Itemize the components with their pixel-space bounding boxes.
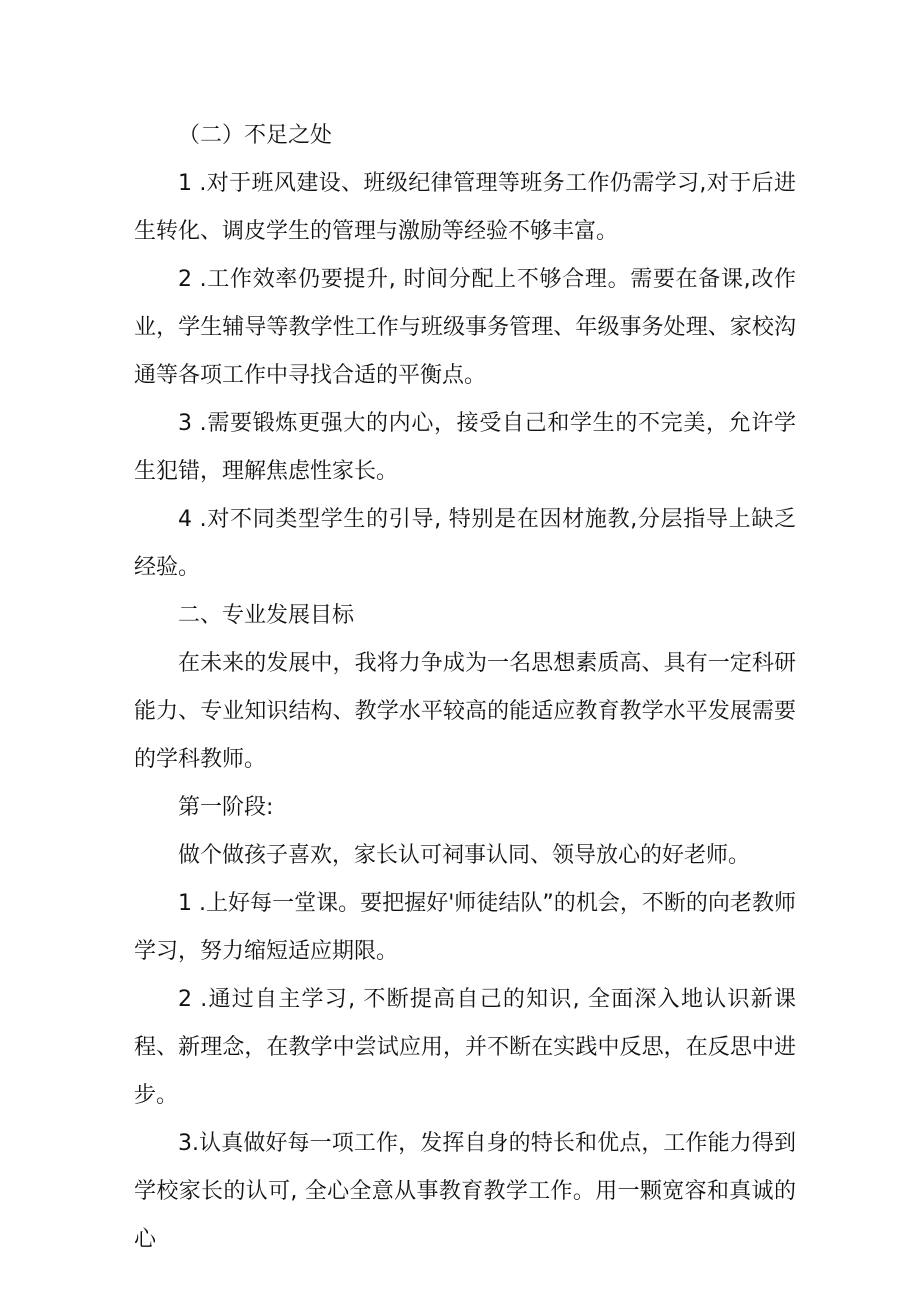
deficiency-item-4: 4 .对不同类型学生的引导, 特别是在因材施教,分层指导上缺乏经验。 (134, 507, 796, 580)
stage-one-label: 第一阶段: (178, 795, 274, 820)
deficiency-item-2: 2 .工作效率仍要提升, 时间分配上不够合理。需要在备课,改作业，学生辅导等教学性工作与班级事务管理、年级事务处理、家校沟通等各项工作中寻找合适的平衡点。 (134, 267, 796, 388)
deficiency-item-1: 1 .对于班风建设、班级纪律管理等班务工作仍需学习,对于后进生转化、调皮学生的管理与激励等经验不够丰富。 (134, 171, 796, 244)
stage-one-aim: 做个做孩子喜欢，家长认可祠事认同、领导放心的好老师。 (178, 843, 751, 868)
document-body (134, 112, 796, 1264)
goals-intro-paragraph: 在未来的发展中，我将力争成为一名思想素质高、具有一定科研能力、专业知识结构、教学水平较高的能适应教育教学水平发展需要的学科教师。 (134, 651, 796, 772)
deficiency-item-3: 3 .需要锻炼更强大的内心，接受自己和学生的不完美，允许学生犯错，理解焦虑性家长。 (134, 411, 796, 484)
section-heading-goals: 二、专业发展目标 (178, 603, 355, 628)
stage-one-item-2: 2 .通过自主学习, 不断提高自己的知识, 全面深入地认识新课程、新理念，在教学中尝试应用，并不断在实践中反思，在反思中进步。 (134, 987, 796, 1108)
stage-one-item-3: 3.认真做好每一项工作，发挥自身的特长和优点，工作能力得到学校家长的认可, 全心全意从事教育教学工作。用一颗宽容和真诚的心 (134, 1131, 796, 1252)
stage-one-item-1: 1 .上好每一堂课。要把握好'师徒结队”的机会，不断的向老教师学习，努力缩短适应期限。 (134, 891, 796, 964)
sub-heading-deficiencies: （二）不足之处 (178, 123, 333, 148)
